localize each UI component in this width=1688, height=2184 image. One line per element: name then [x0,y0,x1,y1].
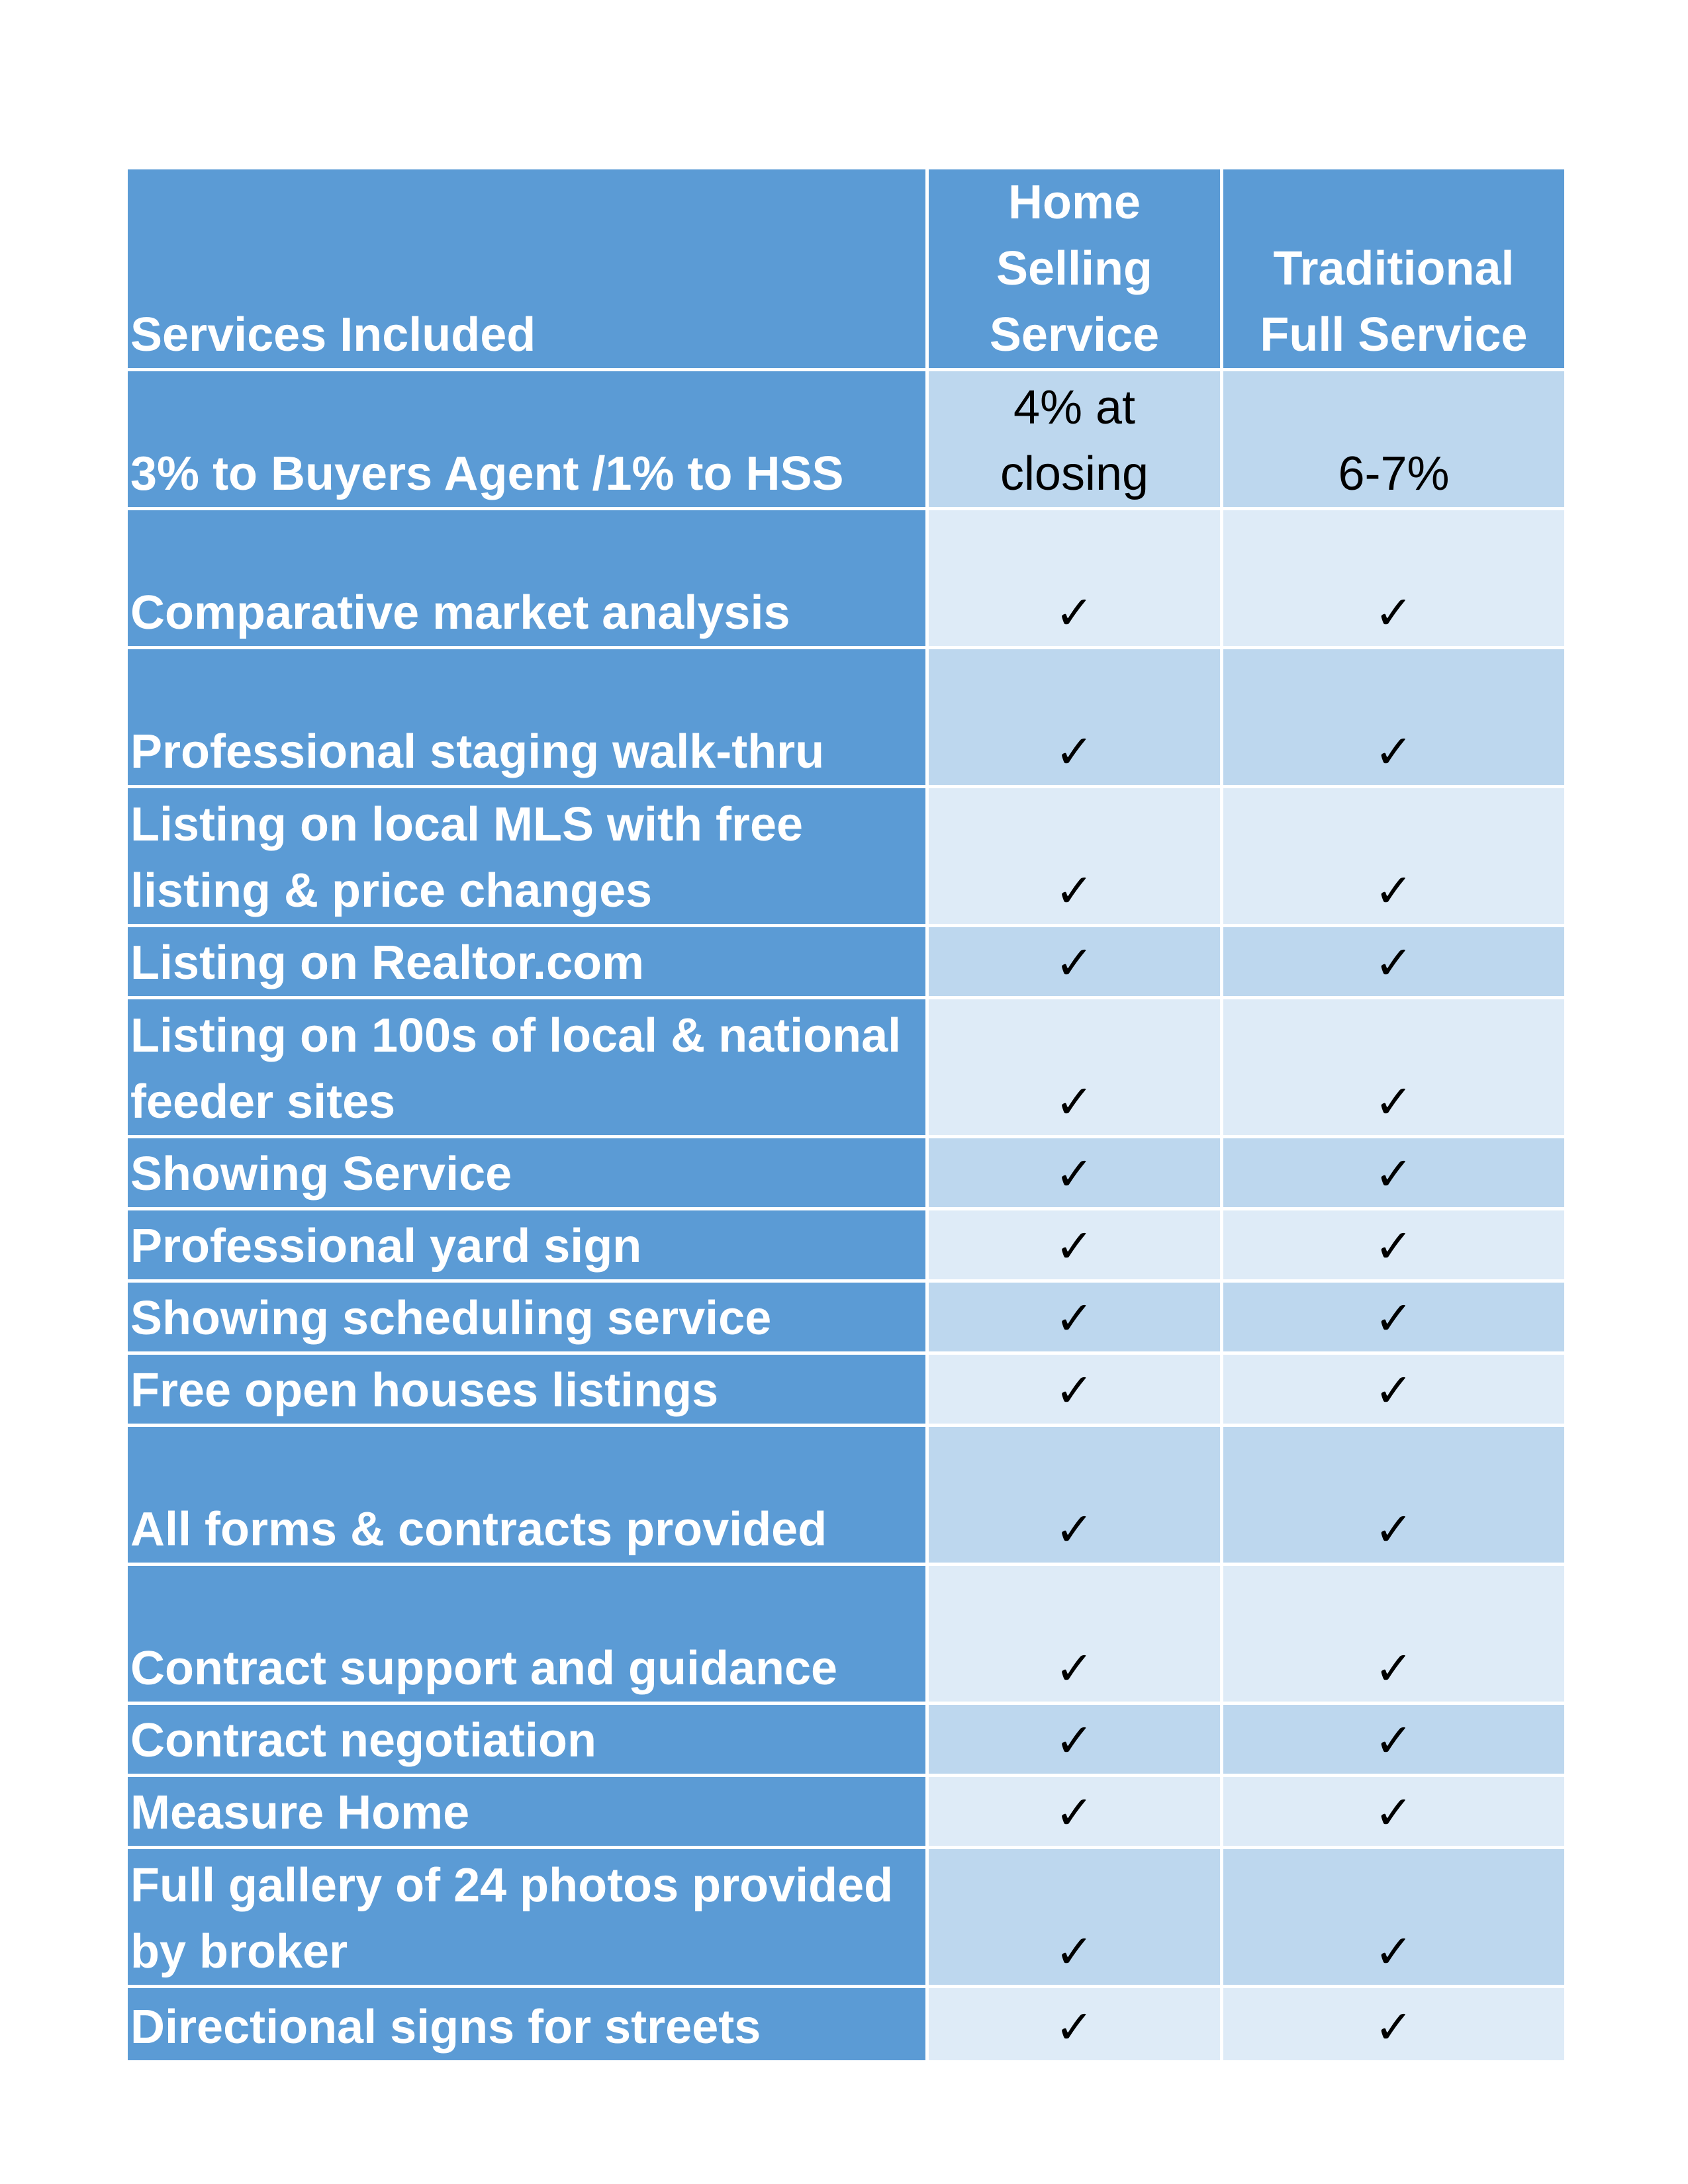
header-hss-label: Home Selling Service [989,176,1160,361]
check-icon: ✓ [1374,2000,1413,2054]
service-label: Showing Service [130,1148,512,1201]
service-label: Professional staging walk-thru [130,725,825,778]
trad-check-cell [1223,1777,1564,1846]
fee-hss-cell [929,371,1223,507]
check-icon: ✓ [1374,1786,1413,1840]
service-label-cell [128,510,929,646]
header-services-label: Services Included [130,308,536,361]
table-row [128,788,1564,927]
table-row [128,1138,1564,1210]
check-icon: ✓ [1374,725,1413,779]
trad-check-cell [1223,1210,1564,1279]
services-comparison-table [128,169,1564,2060]
check-icon: ✓ [1055,586,1094,640]
trad-check-cell [1223,1705,1564,1774]
service-label-cell [128,1210,929,1279]
hss-check-cell [929,649,1223,785]
check-icon: ✓ [1055,864,1094,918]
hss-check-cell [929,1210,1223,1279]
hss-check-cell [929,1705,1223,1774]
check-icon: ✓ [1055,2000,1094,2054]
fee-row [128,371,1564,510]
check-icon: ✓ [1055,1786,1094,1840]
hss-check-cell [929,1427,1223,1563]
fee-trad-value: 6-7% [1338,447,1450,500]
hss-check-cell [929,1566,1223,1702]
service-label: Full gallery of 24 photos provided by broker [130,1859,894,1978]
service-label-cell [128,999,929,1135]
hss-check-cell [929,1777,1223,1846]
table-row [128,1705,1564,1777]
trad-check-cell [1223,999,1564,1135]
check-icon: ✓ [1374,1075,1413,1129]
service-label: All forms & contracts provided [130,1503,827,1556]
table-row [128,1427,1564,1566]
fee-hss-value: 4% at closing [1000,381,1149,500]
trad-check-cell [1223,1849,1564,1985]
fee-trad-cell [1223,371,1564,507]
trad-check-cell [1223,510,1564,646]
hss-check-cell [929,510,1223,646]
table-row [128,1849,1564,1988]
check-icon: ✓ [1055,1075,1094,1129]
service-label-cell [128,1355,929,1424]
table-row [128,927,1564,999]
check-icon: ✓ [1374,1502,1413,1557]
fee-label: 3% to Buyers Agent /1% to HSS [130,447,844,500]
service-label-cell [128,1777,929,1846]
table-row [128,1777,1564,1849]
table-row [128,510,1564,649]
table-row [128,999,1564,1138]
trad-check-cell [1223,1355,1564,1424]
table-row [128,1210,1564,1283]
check-icon: ✓ [1055,725,1094,779]
trad-check-cell [1223,1566,1564,1702]
service-label-cell [128,649,929,785]
service-label-cell [128,1566,929,1702]
service-label: Professional yard sign [130,1220,642,1273]
service-label: Measure Home [130,1786,470,1839]
check-icon: ✓ [1055,1925,1094,1979]
trad-check-cell [1223,649,1564,785]
hss-check-cell [929,927,1223,996]
fee-label-cell [128,371,929,507]
check-icon: ✓ [1055,1291,1094,1345]
service-label-cell [128,1705,929,1774]
service-label-cell [128,1283,929,1351]
check-icon: ✓ [1374,864,1413,918]
check-icon: ✓ [1055,936,1094,990]
hss-check-cell [929,788,1223,924]
trad-check-cell [1223,1427,1564,1563]
table-row [128,1988,1564,2060]
trad-check-cell [1223,788,1564,924]
table-row [128,1355,1564,1427]
hss-check-cell [929,1355,1223,1424]
service-label: Free open houses listings [130,1364,719,1417]
check-icon: ✓ [1374,1219,1413,1273]
check-icon: ✓ [1374,1291,1413,1345]
service-label-cell [128,1138,929,1207]
table-row [128,1566,1564,1705]
hss-check-cell [929,999,1223,1135]
check-icon: ✓ [1055,1713,1094,1768]
header-traditional-full-service [1223,169,1564,368]
table-header-row [128,169,1564,371]
check-icon: ✓ [1055,1363,1094,1418]
check-icon: ✓ [1374,586,1413,640]
service-label: Contract support and guidance [130,1642,838,1695]
check-icon: ✓ [1374,1147,1413,1201]
service-label: Directional signs for streets [130,2001,761,2054]
hss-check-cell [929,1849,1223,1985]
check-icon: ✓ [1374,1641,1413,1696]
table-row [128,649,1564,788]
service-label: Listing on 100s of local & national feeder sites [130,1009,902,1128]
check-icon: ✓ [1055,1147,1094,1201]
check-icon: ✓ [1055,1641,1094,1696]
check-icon: ✓ [1374,1925,1413,1979]
trad-check-cell [1223,1283,1564,1351]
check-icon: ✓ [1055,1502,1094,1557]
service-label-cell [128,1988,929,2060]
check-icon: ✓ [1374,1363,1413,1418]
check-icon: ✓ [1374,1713,1413,1768]
check-icon: ✓ [1374,936,1413,990]
hss-check-cell [929,1138,1223,1207]
header-trad-label: Traditional Full Service [1260,242,1528,361]
trad-check-cell [1223,1988,1564,2060]
header-services-included [128,169,929,368]
check-icon: ✓ [1055,1219,1094,1273]
hss-check-cell [929,1283,1223,1351]
trad-check-cell [1223,927,1564,996]
header-home-selling-service [929,169,1223,368]
service-label-cell [128,1849,929,1985]
service-label: Comparative market analysis [130,586,790,639]
service-label: Contract negotiation [130,1714,596,1767]
service-label-cell [128,927,929,996]
service-label-cell [128,788,929,924]
hss-check-cell [929,1988,1223,2060]
service-label: Listing on Realtor.com [130,936,645,989]
trad-check-cell [1223,1138,1564,1207]
service-label: Listing on local MLS with free listing & price changes [130,798,804,917]
service-label-cell [128,1427,929,1563]
service-label: Showing scheduling service [130,1292,772,1345]
table-row [128,1283,1564,1355]
